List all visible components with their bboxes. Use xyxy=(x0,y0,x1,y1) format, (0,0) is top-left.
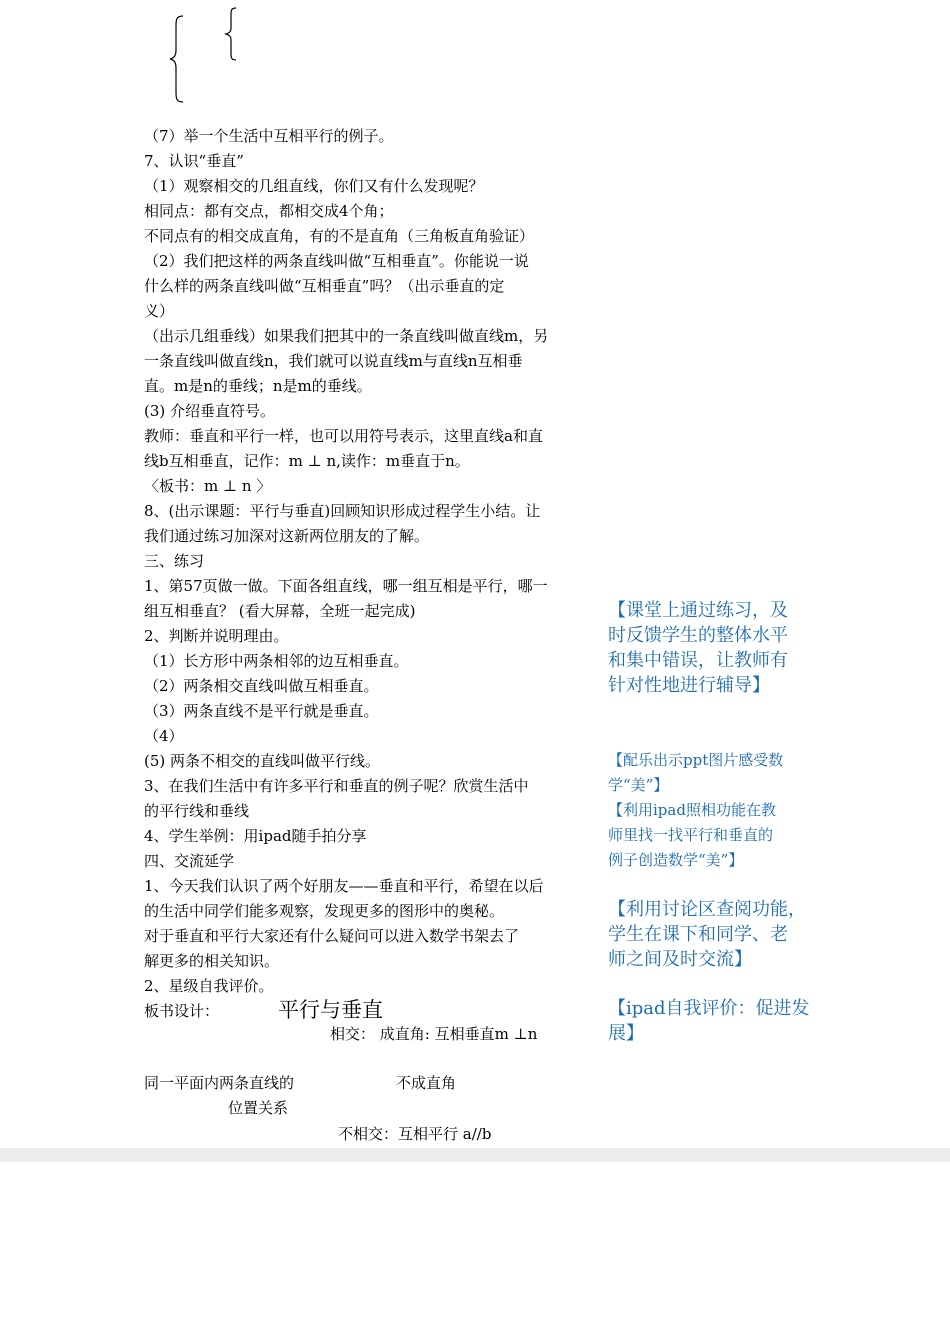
text-line: （出示几组垂线）如果我们把其中的一条直线叫做直线m，另 xyxy=(144,327,549,345)
text-line: （2）我们把这样的两条直线叫做“互相垂直”。你能说一说 xyxy=(144,252,529,270)
text-line: （1）长方形中两条相邻的边互相垂直。 xyxy=(144,652,409,670)
text-line: （1）观察相交的几组直线，你们又有什么发现呢？ xyxy=(144,177,484,195)
page-separator xyxy=(0,1148,950,1162)
side-note-line: 【利用ipad照相功能在教 xyxy=(608,801,776,819)
text-line: 教师：垂直和平行一样，也可以用符号表示，这里直线a和直 xyxy=(144,427,543,445)
text-line: 四、交流延学 xyxy=(144,852,235,870)
text-line: 一条直线叫做直线n，我们就可以说直线m与直线n互相垂 xyxy=(144,352,523,370)
text-line: 不同点有的相交成直角，有的不是直角（三角板直角验证） xyxy=(144,227,535,245)
text-line: 的生活中同学们能多观察，发现更多的图形中的奥秘。 xyxy=(144,902,505,920)
text-line: （3）两条直线不是平行就是垂直。 xyxy=(144,702,379,720)
side-note-self-evaluation xyxy=(608,996,818,1046)
side-note-ipad-camera xyxy=(608,798,818,873)
side-note-line: 【课堂上通过练习，及 xyxy=(608,600,788,621)
side-note-line: 【ipad自我评价：促进发 xyxy=(608,998,810,1019)
side-note-line: 例子创造数学“美”】 xyxy=(608,851,744,869)
side-note-line: 学生在课下和同学、老 xyxy=(608,924,788,945)
text-line: 义） xyxy=(144,302,175,320)
text-line: 3、在我们生活中有许多平行和垂直的例子呢？欣赏生活中 xyxy=(144,777,529,795)
board-parallel-line: 不相交：互相平行 a//b xyxy=(338,1125,492,1143)
text-line: 三、练习 xyxy=(144,552,205,570)
board-title: 平行与垂直 xyxy=(278,998,383,1022)
side-note-line: 学“美”】 xyxy=(608,776,669,794)
side-note-practice xyxy=(608,598,818,698)
side-note-line: 【配乐出示ppt图片感受数 xyxy=(608,751,784,769)
side-note-line: 师里找一找平行和垂直的 xyxy=(608,826,774,844)
text-line: 1、今天我们认识了两个好朋友——垂直和平行，希望在以后 xyxy=(144,877,544,895)
text-line: （7）举一个生活中互相平行的例子。 xyxy=(144,127,394,145)
text-line: 什么样的两条直线叫做“互相垂直”吗？（出示垂直的定 xyxy=(144,277,505,295)
side-note-discussion xyxy=(608,897,818,972)
text-line: 组互相垂直？ (看大屏幕，全班一起完成) xyxy=(144,602,416,620)
side-note-line: 针对性地进行辅导】 xyxy=(608,675,770,696)
side-note-line: 展】 xyxy=(608,1023,644,1044)
text-line: 4、学生举例：用ipad随手拍分享 xyxy=(144,827,367,845)
text-line: 相同点：都有交点，都相交成4个角； xyxy=(144,202,394,220)
text-line: 2、判断并说明理由。 xyxy=(144,627,289,645)
board-intersect-line: 相交： 成直角: 互相垂直m ⊥n xyxy=(330,1025,538,1043)
board-relation-line-1: 同一平面内两条直线的 xyxy=(144,1074,295,1092)
text-line: （2）两条相交直线叫做互相垂直。 xyxy=(144,677,379,695)
large-brace-icon xyxy=(168,14,188,104)
text-line: （4） xyxy=(144,727,184,745)
text-line: 〈板书：m ⊥ n 〉 xyxy=(144,477,272,495)
side-note-music xyxy=(608,748,818,798)
board-not-right-angle: 不成直角 xyxy=(396,1074,457,1092)
side-note-line: 【利用讨论区查阅功能， xyxy=(608,899,806,920)
text-line: 解更多的相关知识。 xyxy=(144,952,280,970)
board-design-label: 板书设计： xyxy=(144,1002,220,1020)
side-note-line: 师之间及时交流】 xyxy=(608,949,752,970)
text-line: 的平行线和垂线 xyxy=(144,802,250,820)
text-line: 线b互相垂直，记作：m ⊥ n,读作：m垂直于n。 xyxy=(144,452,470,470)
small-brace-icon xyxy=(224,6,240,62)
text-line: (3) 介绍垂直符号。 xyxy=(144,402,276,420)
board-relation-line-2: 位置关系 xyxy=(228,1099,289,1117)
text-line: 2、星级自我评价。 xyxy=(144,977,274,995)
next-page xyxy=(0,1162,950,1344)
text-line: (5) 两条不相交的直线叫做平行线。 xyxy=(144,752,381,770)
text-line: 对于垂直和平行大家还有什么疑问可以进入数学书架去了 xyxy=(144,927,520,945)
text-line: 我们通过练习加深对这新两位朋友的了解。 xyxy=(144,527,430,545)
side-note-line: 和集中错误，让教师有 xyxy=(608,650,788,671)
lesson-body-text xyxy=(144,124,580,999)
text-line: 直。m是n的垂线；n是m的垂线。 xyxy=(144,377,372,395)
text-line: 1、第57页做一做。下面各组直线，哪一组互相是平行，哪一 xyxy=(144,577,548,595)
text-line: 7、认识“垂直” xyxy=(144,152,244,170)
side-note-line: 时反馈学生的整体水平 xyxy=(608,625,788,646)
text-line: 8、(出示课题：平行与垂直)回顾知识形成过程学生小结。让 xyxy=(144,502,541,520)
